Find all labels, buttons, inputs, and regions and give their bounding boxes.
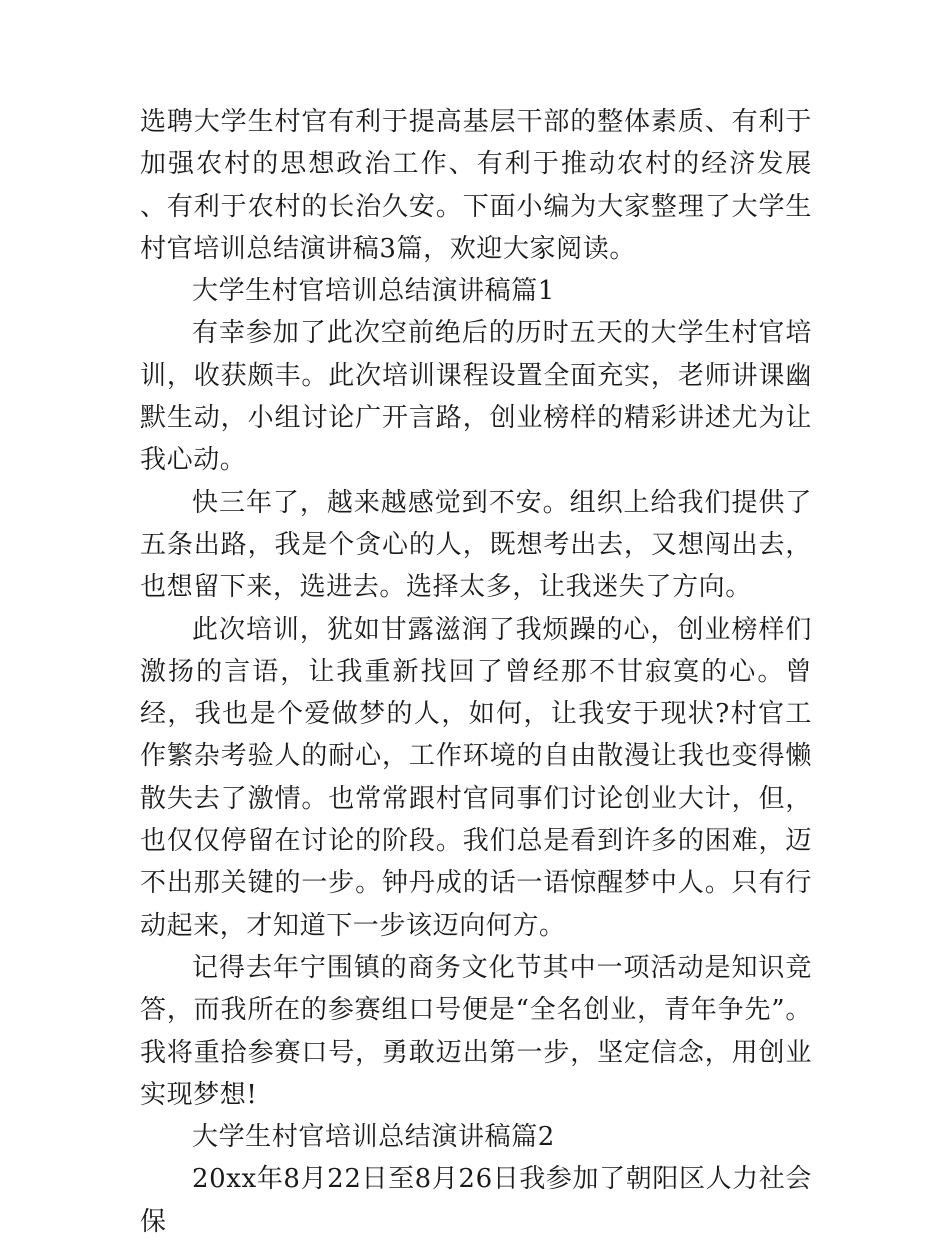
body-paragraph: 快三年了，越来越感觉到不安。组织上给我们提供了五条出路，我是个贪心的人，既想考出去，又想闯出去，也想留下来，选进去。选择太多，让我迷失了方向。	[140, 487, 812, 603]
intro-paragraph: 选聘大学生村官有利于提高基层干部的整体素质、有利于加强农村的思想政治工作、有利于推动农村的经济发展 、有利于农村的长治久安。下面小编为大家整理了大学生村官培训总结演讲稿3篇，欢迎大家阅读。	[140, 107, 812, 264]
body-paragraph: 有幸参加了此次空前绝后的历时五天的大学生村官培训，收获颇丰。此次培训课程设置全面充实，老师讲课幽默生动，小组讨论广开言路，创业榜样的精彩讲述尤为让我心动。	[140, 318, 812, 476]
section-heading-2: 大学生村官培训总结演讲稿篇2	[192, 1122, 555, 1153]
body-paragraph: 此次培训，犹如甘露滋润了我烦躁的心，创业榜样们激扬的言语，让我重新找回了曾经那不甘寂寞的心。曾经，我也是个爱做梦的人，如何，让我安于现状?村官工作繁杂考验人的耐心，工作环境的自由散漫让我也变得懒散失去了激情。也常常跟村官同事们讨论创业大计，但，也仅仅停留在讨论的阶段。我们总是看到许多的困难，迈不出那关键的一步。钟丹成的话一语惊醒梦中人。只有行动起来，才知道下一步该迈向何方。	[140, 614, 812, 941]
document-body	[140, 101, 812, 1243]
section-heading-1: 大学生村官培训总结演讲稿篇1	[192, 276, 555, 307]
body-paragraph: 20xx年8月22日至8月26日我参加了朝阳区人力社会保	[140, 1164, 812, 1237]
body-paragraph: 记得去年宁围镇的商务文化节其中一项活动是知识竞答，而我所在的参赛组口号便是“全名创业，青年争先”。我将重拾参赛口号，勇敢迈出第一步，坚定信念，用创业实现梦想!	[140, 952, 812, 1110]
